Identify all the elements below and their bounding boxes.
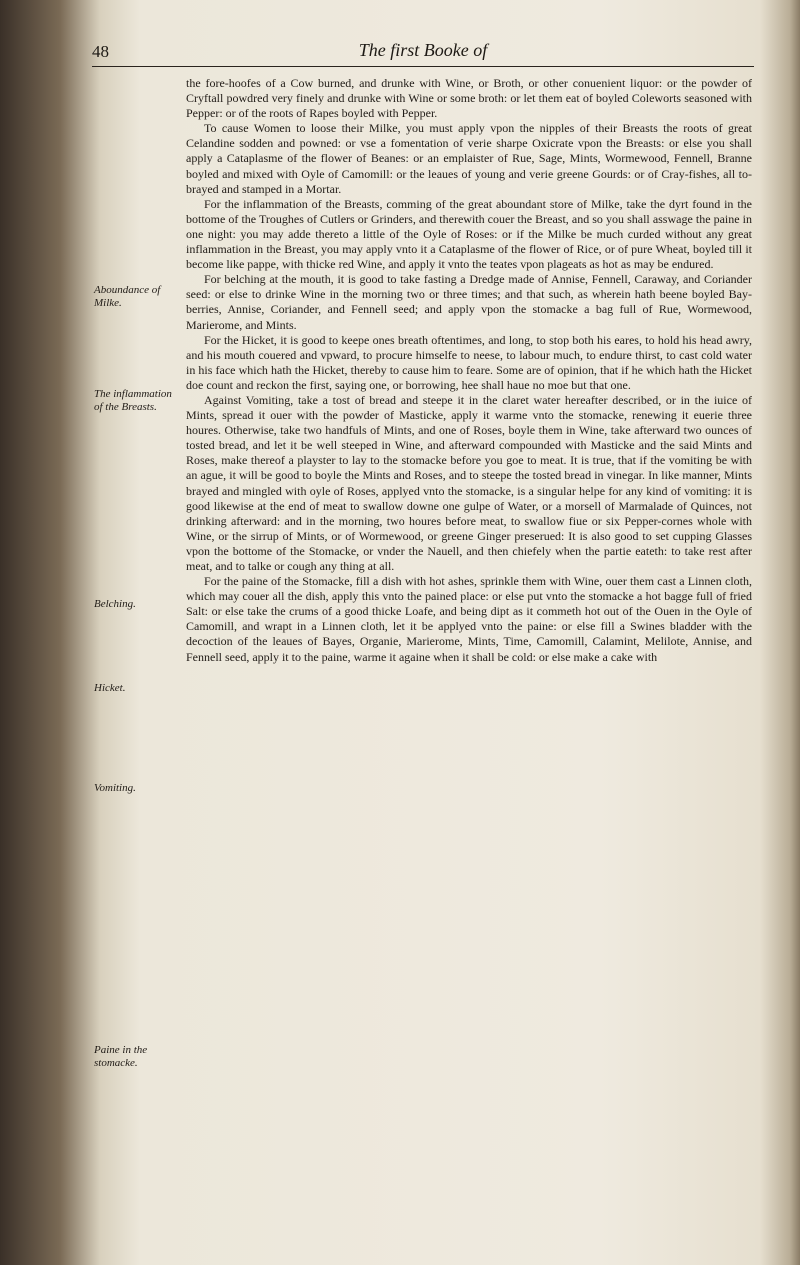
paragraph: the fore-hoofes of a Cow burned, and drunke with Wine, or Broth, or other conuenient liquor: or the powder of Cryftall powdred very finely and drunke with Wine or some broth: or let them eat of boyled Coleworts seasoned with Pepper: or of the roots of Rapes boyled with Pepper. (186, 76, 752, 121)
margin-note-vomiting: Vomiting. (94, 782, 136, 794)
running-head: The first Booke of (358, 40, 488, 60)
margin-note-belching: Belching. (94, 598, 136, 610)
main-text (186, 76, 752, 665)
margin-note-stomach-pain: Paine in the stomacke. (94, 1044, 148, 1069)
page-number: 48 (92, 42, 109, 61)
paragraph: To cause Women to loose their Milke, you must apply vpon the nipples of their Breasts the roots of great Celandine sodden and powned: or vse a fomentation of verie sharpe Oxicrate vpon the Breasts: or else you shall apply a Cataplasme of the flower of Beanes: or an emplaister of Rue, Sage, Mints, Wormewood, Fennell, Branne boyled and mixed with Oyle of Camomill: or the leaues of young and verie greene Gourds: or of Cray-fishes, all to-brayed and stamped in a Mortar. (186, 121, 752, 196)
paragraph: For the inflammation of the Breasts, comming of the great aboundant store of Milke, take the dyrt found in the bottome of the Troughes of Cutlers or Grinders, and therewith couer the Breast, and so you shall asswage the paine in one night: you may adde thereto a little of the Oyle of Roses: or if the Milke be much curded without any great inflammation in the Breast, you may apply vnto it a Cataplasme of the flower of Rice, or of pure Wheat, boyled till it become like pappe, with thicke red Wine, and apply it vnto the teates vpon plageats as hot as may be endured. (186, 196, 752, 272)
margin-note-milk: Aboundance of Milke. (94, 284, 161, 309)
paragraph: For the paine of the Stomacke, fill a dish with hot ashes, sprinkle them with Wine, ouer them cast a Linnen cloth, which may couer all the dish, apply this vnto the pained place: or else put vnto the stomacke a hot bagge full of fried Salt: or else take the crums of a good thicke Loafe, and being dipt as it commeth hot out of the Ouen in the Oyle of Camomill, and wrapt in a Linnen cloth, let it be applyed vnto the paine: or else fill a Swines bladder with the decoction of the leaues of Bayes, Organie, Marierome, Mints, Time, Camomill, Calamint, Melilote, Annise, and Fennell seed, apply it to the paine, warme it againe when it shall be cold: or else make a cake with (186, 574, 752, 664)
page-header (92, 38, 754, 67)
margin-note-breasts: The inflammation of the Breasts. (94, 388, 172, 413)
margin-note-hicket: Hicket. (94, 682, 126, 694)
paragraph: For the Hicket, it is good to keepe ones breath oftentimes, and long, to stop both his eares, to hold his head awry, and his mouth couered and vpward, to procure himselfe to neese, to labour much, to endure thirst, to cast cold water in his face which hath the Hicket, thereby to cause him to feare. Some are of opinion, that if he which hath the Hicket doe count and reckon the first, saying one, or borrowing, hee shall haue no moe but that one. (186, 332, 752, 392)
paragraph: For belching at the mouth, it is good to take fasting a Dredge made of Annise, Fennell, Caraway, and Coriander seed: or else to drinke Wine in the morning two or three times; and that such, as wherein hath beene boyled Bay-berries, Annise, Coriander, and Fennell seed; and apply vpon the stomacke a bag full of Rue, Wormewood, Marierome, and Mints. (186, 272, 752, 332)
paragraph: Against Vomiting, take a tost of bread and steepe it in the claret water hereafter described, or in the iuice of Mints, spread it ouer with the powder of Masticke, apply it warme vnto the stomacke, renewing it euerie three houres. Otherwise, take two handfuls of Mints, and one of Roses, boyle them in Wine, take afterward two ounces of tosted bread, and let it be well steeped in Wine, and afterward compounded with Masticke and the said Mints and Roses, make thereof a playster to lay to the stomacke before you goe to meat. It is true, that if the vomiting be with an ague, it will be good to boyle the Mints and Roses, and to steepe the tosted bread in vinegar. In like manner, Mints brayed and mingled with oyle of Roses, applyed vnto the stomacke, is a singular helpe for any kind of vomiting: it is good likewise at the end of meat to swallow downe one gulpe of Water, or a morsell of Marmalade of Quinces, not drinking afterward: and in the morning, two houres before meat, to swallow fiue or six Pepper-cornes whole with Wine, or the sirrup of Mints, or of Wormewood, or greene Ginger preserued: It is also good to set cupping Glasses vpon the bottome of the Stomacke, or vnder the Nauell, and then chiefely when the partie eateth: to take rest after meat, and to talke or cough any thing at all. (186, 392, 752, 573)
